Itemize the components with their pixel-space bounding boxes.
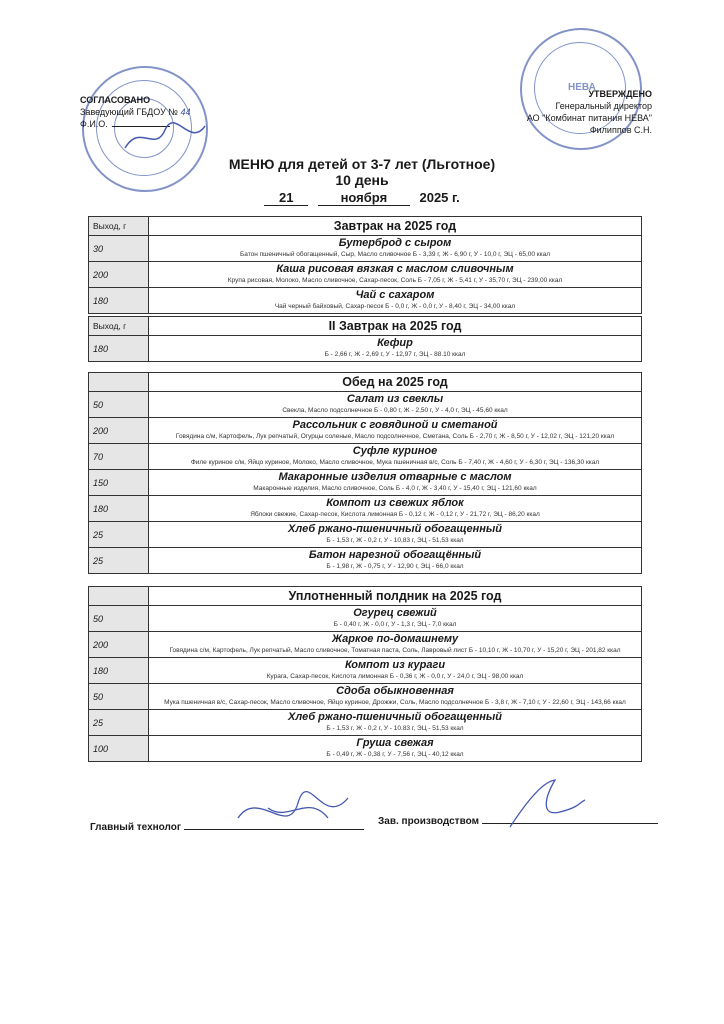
- dish-name: Сдоба обыкновенная: [336, 685, 454, 697]
- dish-name: Хлеб ржано-пшеничный обогащенный: [288, 523, 502, 535]
- dish-cell: [149, 336, 641, 361]
- weight-header: [89, 587, 149, 605]
- date-line: [0, 190, 724, 206]
- approved-title: СОГЛАСОВАНО: [80, 95, 151, 105]
- dish-name: Макаронные изделия отварные с маслом: [278, 471, 512, 483]
- dish-name: Компот из кураги: [344, 659, 446, 671]
- date-day: 21: [264, 190, 308, 206]
- tech-signature: [228, 778, 358, 848]
- dish-composition: Макаронные изделия, Масло сливочное, Соль Б - 4,0 г, Ж - 3,40 г, У - 15,40 г, ЭЦ - 121,60 ккал: [253, 485, 537, 492]
- dish-cell: [149, 392, 641, 417]
- dish-weight: 200: [89, 262, 149, 287]
- dish-row: [89, 417, 641, 443]
- dish-composition: Батон пшеничный обогащенный, Сыр, Масло сливочное Б - 3,39 г, Ж - 6,90 г, У - 10,0 г, ЭЦ - 65,00 ккал: [239, 251, 551, 258]
- section-title: Завтрак на 2025 год: [333, 219, 457, 233]
- dish-row: [89, 443, 641, 469]
- dish-name: Батон нарезной обогащённый: [308, 549, 482, 561]
- dish-weight: 200: [89, 418, 149, 443]
- dish-weight: 50: [89, 606, 149, 631]
- dish-composition: Б - 0,40 г, Ж - 0,0 г, У - 1,3 г, ЭЦ - 7,0 ккал: [333, 621, 457, 628]
- dish-composition: Б - 0,49 г, Ж - 0,38 г, У - 7,56 г, ЭЦ - 40,12 ккал: [326, 751, 464, 758]
- prod-signature: [500, 772, 590, 834]
- dish-weight: 180: [89, 496, 149, 521]
- dish-cell: [149, 548, 641, 573]
- dish-name: Каша рисовая вязкая с маслом сливочным: [276, 263, 514, 275]
- title-line2: 10 день: [335, 172, 389, 188]
- dish-name: Кефир: [377, 337, 413, 349]
- dish-cell: [149, 658, 641, 683]
- dish-row: [89, 391, 641, 417]
- dish-composition: Б - 1,98 г, Ж - 0,75 г, У - 12,90 г, ЭЦ - 66,0 ккал: [326, 563, 464, 570]
- dish-name: Салат из свеклы: [346, 393, 444, 405]
- dish-row: [89, 547, 641, 573]
- dish-row: [89, 335, 641, 361]
- confirmed-block: [527, 88, 652, 136]
- dish-cell: [149, 470, 641, 495]
- dish-cell: [149, 736, 641, 761]
- dish-composition: Яблоки свежие, Сахар-песок, Кислота лимонная Б - 0,12 г, Ж - 0,12 г, У - 21,72 г, ЭЦ - 86,20 ккал: [250, 511, 540, 518]
- weight-header: Выход, г: [89, 217, 149, 235]
- confirmed-role: Генеральный директор: [555, 101, 652, 111]
- stamp-brand: НЕВА: [568, 82, 596, 93]
- dish-row: [89, 521, 641, 547]
- dish-name: Груша свежая: [356, 737, 434, 749]
- date-year: 2025 г.: [419, 190, 460, 205]
- section-header: [89, 217, 641, 235]
- dish-row: [89, 735, 641, 761]
- left-signature: [120, 118, 210, 158]
- dish-cell: [149, 606, 641, 631]
- approved-number: 44: [180, 107, 191, 117]
- dish-row: [89, 235, 641, 261]
- dish-cell: [149, 710, 641, 735]
- dish-name: Чай с сахаром: [355, 289, 435, 301]
- weight-header: Выход, г: [89, 317, 149, 335]
- dish-row: [89, 469, 641, 495]
- footer-prod-label: Зав. производством: [378, 816, 479, 827]
- dish-weight: 180: [89, 336, 149, 361]
- dish-cell: [149, 632, 641, 657]
- confirmed-title: УТВЕРЖДЕНО: [588, 89, 652, 99]
- menu-table-section: [88, 316, 642, 362]
- dish-row: [89, 605, 641, 631]
- approved-fio: Ф.И.О.: [80, 119, 108, 129]
- dish-composition: Чай черный байховый, Сахар-песок Б - 0,0 г, Ж - 0,0 г, У - 8,40 г, ЭЦ - 34,00 ккал: [274, 303, 516, 310]
- dish-name: Жаркое по-домашнему: [331, 633, 459, 645]
- dish-composition: Говядина с/м, Картофель, Лук репчатый, Масло сливочное, Томатная паста, Соль, Лавровый лист Б - 10,10 г, Ж - 10,70 г, У - 15,20 г, ЭЦ - 201,82 ккал: [169, 647, 621, 654]
- section-header: [89, 317, 641, 335]
- dish-cell: [149, 236, 641, 261]
- dish-cell: [149, 418, 641, 443]
- dish-row: [89, 709, 641, 735]
- dish-row: [89, 657, 641, 683]
- dish-composition: Мука пшеничная в/с, Сахар-песок, Масло сливочное, Яйцо куриное, Дрожжи, Соль, Масло подсолнечное Б - 3,8 г, Ж - 7,10 г, У - 22,60 г, ЭЦ - 143,66 ккал: [164, 699, 626, 706]
- dish-weight: 180: [89, 288, 149, 313]
- dish-name: Суфле куриное: [352, 445, 438, 457]
- dish-weight: 50: [89, 392, 149, 417]
- dish-cell: [149, 262, 641, 287]
- dish-row: [89, 631, 641, 657]
- menu-table-section: [88, 216, 642, 314]
- dish-name: Огурец свежий: [353, 607, 437, 619]
- section-title: II Завтрак на 2025 год: [328, 319, 462, 333]
- dish-weight: 25: [89, 548, 149, 573]
- dish-composition: Говядина с/м, Картофель, Лук репчатый, Огурцы соленые, Масло подсолнечное, Сметана, Соль Б - 2,70 г, Ж - 8,50 г, У - 12,02 г, ЭЦ - 121,20 ккал: [175, 433, 615, 440]
- approved-role: Заведующий ГБДОУ №: [80, 107, 178, 117]
- menu-table-section: [88, 586, 642, 762]
- dish-cell: [149, 288, 641, 313]
- dish-composition: Филе куриное с/м, Яйцо куриное, Молоко, Масло сливочное, Мука пшеничная в/с, Соль Б - 7,40 г, Ж - 4,60 г, У - 6,30 г, ЭЦ - 136,30 ккал: [190, 459, 600, 466]
- dish-name: Компот из свежих яблок: [326, 497, 464, 509]
- dish-row: [89, 287, 641, 313]
- section-title: Уплотненный полдник на 2025 год: [288, 589, 502, 603]
- menu-table-section: [88, 372, 642, 574]
- page-title: [0, 156, 724, 188]
- dish-cell: [149, 684, 641, 709]
- dish-weight: 150: [89, 470, 149, 495]
- dish-name: Хлеб ржано-пшеничный обогащенный: [288, 711, 502, 723]
- section-title: Обед на 2025 год: [342, 375, 448, 389]
- section-header: [89, 373, 641, 391]
- title-line1: МЕНЮ для детей от 3-7 лет (Льготное): [228, 156, 496, 172]
- dish-weight: 100: [89, 736, 149, 761]
- dish-weight: 50: [89, 684, 149, 709]
- dish-weight: 180: [89, 658, 149, 683]
- date-month: ноября: [318, 190, 410, 206]
- dish-cell: [149, 522, 641, 547]
- dish-weight: 25: [89, 710, 149, 735]
- dish-composition: Б - 1,53 г, Ж - 0,2 г, У - 10,83 г, ЭЦ - 51,53 ккал: [326, 537, 464, 544]
- dish-row: [89, 683, 641, 709]
- section-header: [89, 587, 641, 605]
- confirmed-name: Филиппов С.Н.: [589, 125, 652, 135]
- dish-composition: Б - 1,53 г, Ж - 0,2 г, У - 10.83 г, ЭЦ - 51,53 ккал: [326, 725, 464, 732]
- dish-weight: 30: [89, 236, 149, 261]
- dish-weight: 200: [89, 632, 149, 657]
- dish-name: Рассольник с говядиной и сметаной: [292, 419, 498, 431]
- dish-composition: Курага, Сахар-песок, Кислота лимонная Б - 0,36 г, Ж - 0,0 г, У - 24,0 г, ЭЦ - 98,00 ккал: [266, 673, 524, 680]
- dish-row: [89, 495, 641, 521]
- confirmed-org: АО "Комбинат питания НЕВА": [526, 113, 652, 123]
- dish-composition: Свекла, Масло подсолнечное Б - 0,80 г, Ж - 2,50 г, У - 4,0 г, ЭЦ - 45,60 ккал: [282, 407, 508, 414]
- dish-weight: 25: [89, 522, 149, 547]
- dish-cell: [149, 496, 641, 521]
- dish-cell: [149, 444, 641, 469]
- dish-row: [89, 261, 641, 287]
- dish-composition: Крупа рисовая, Молоко, Масло сливочное, Сахар-песок, Соль Б - 7,05 г, Ж - 5,41 г, У - 35,70 г, ЭЦ - 239,00 ккал: [227, 277, 563, 284]
- dish-name: Бутерброд с сыром: [338, 237, 452, 249]
- footer-tech-label: Главный технолог: [90, 822, 182, 833]
- weight-header: [89, 373, 149, 391]
- dish-composition: Б - 2,66 г, Ж - 2,69 г, У - 12,97 г, ЭЦ - 88.10 ккал: [324, 351, 466, 358]
- dish-weight: 70: [89, 444, 149, 469]
